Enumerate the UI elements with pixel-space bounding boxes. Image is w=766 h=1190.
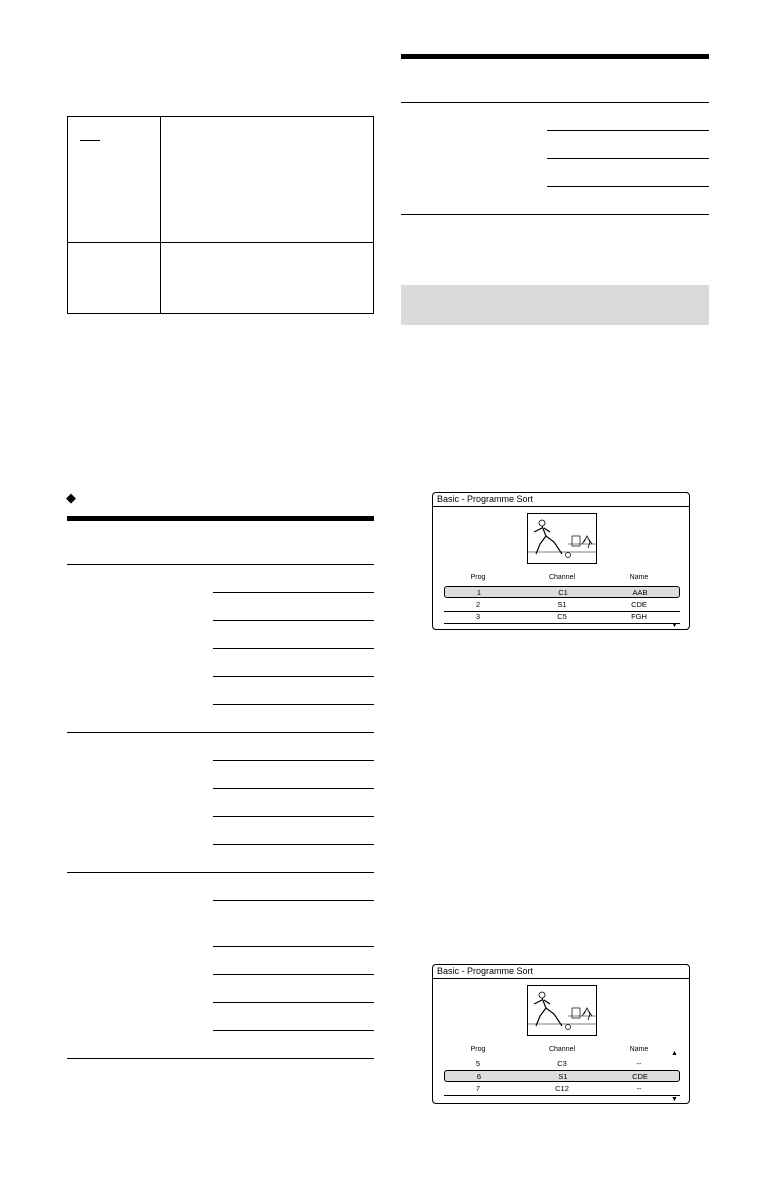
table-group-rule (67, 872, 374, 873)
table-row-rule (213, 1030, 374, 1031)
section-heading-band (401, 285, 709, 325)
scroll-up-icon[interactable]: ▲ (671, 1050, 678, 1057)
table-row-rule (213, 620, 374, 621)
table-row-rule (213, 676, 374, 677)
table-row-rule (213, 1002, 374, 1003)
table-group-rule (67, 732, 374, 733)
table-row-rule (213, 648, 374, 649)
table-row[interactable] (444, 1083, 680, 1095)
prog-cell: 5 (475, 1059, 481, 1068)
option-table-column-divider (160, 116, 161, 314)
column-header-channel: Channel (548, 1046, 576, 1053)
table-row-rule (213, 974, 374, 975)
table-row-rule (213, 816, 374, 817)
table-row-rule (547, 130, 709, 131)
screen-title-rule (433, 978, 689, 979)
scroll-down-icon[interactable]: ▼ (671, 1096, 678, 1103)
programme-sort-screen (432, 964, 690, 1104)
prog-cell: 7 (475, 1084, 481, 1093)
name-cell: -- (636, 1084, 642, 1093)
prog-cell: 3 (475, 612, 481, 621)
channel-cell: C3 (557, 1059, 567, 1068)
option-table-row-divider (67, 242, 374, 243)
scroll-down-icon[interactable]: ▼ (671, 622, 678, 629)
table-row-rule (213, 760, 374, 761)
table-row[interactable] (444, 1058, 680, 1070)
table-row-selected[interactable] (444, 1070, 680, 1082)
screen-title-rule (433, 506, 689, 507)
table-row-rule (213, 900, 374, 901)
table-row-selected[interactable] (444, 586, 680, 598)
section-marker: ◆ (66, 490, 76, 505)
table-header-rule (67, 564, 374, 565)
channel-cell: C1 (558, 588, 568, 597)
row-divider (444, 1095, 680, 1096)
column-header-prog: Prog (470, 1046, 486, 1053)
table-row[interactable] (444, 599, 680, 611)
programme-sort-screen (432, 492, 690, 630)
prog-cell: 2 (475, 600, 481, 609)
row-divider (444, 623, 680, 624)
name-cell: FGH (631, 612, 647, 621)
prog-cell: 1 (476, 588, 482, 597)
tv-picture-preview (527, 985, 597, 1036)
channel-cell: S1 (558, 1072, 568, 1081)
channel-cell: S1 (557, 600, 567, 609)
name-cell: AAB (632, 588, 648, 597)
table-row-rule (213, 788, 374, 789)
default-setting-underline (80, 140, 100, 141)
name-cell: CDE (631, 600, 647, 609)
table-header-rule (401, 102, 709, 103)
column-header-prog: Prog (470, 574, 486, 581)
tv-picture-preview (527, 513, 597, 564)
name-cell: -- (636, 1059, 642, 1068)
table-row-rule (547, 186, 709, 187)
table-top-rule (401, 54, 709, 59)
table-row-rule (547, 158, 709, 159)
screen-title: Basic - Programme Sort (437, 494, 534, 504)
column-header-name: Name (629, 1046, 649, 1053)
channel-cell: C5 (557, 612, 567, 621)
football-player-image (528, 514, 596, 563)
column-header-name: Name (629, 574, 649, 581)
table-top-rule (67, 516, 374, 521)
option-table (67, 116, 374, 314)
table-bottom-rule (401, 214, 709, 215)
table-bottom-rule (67, 1058, 374, 1059)
football-player-image (528, 986, 596, 1035)
table-row-rule (213, 592, 374, 593)
name-cell: CDE (632, 1072, 648, 1081)
channel-cell: C12 (555, 1084, 569, 1093)
column-header-channel: Channel (548, 574, 576, 581)
table-row[interactable] (444, 611, 680, 623)
screen-title: Basic - Programme Sort (437, 966, 534, 976)
table-row-rule (213, 704, 374, 705)
table-row-rule (213, 946, 374, 947)
table-row-rule (213, 844, 374, 845)
prog-cell: 6 (476, 1072, 482, 1081)
